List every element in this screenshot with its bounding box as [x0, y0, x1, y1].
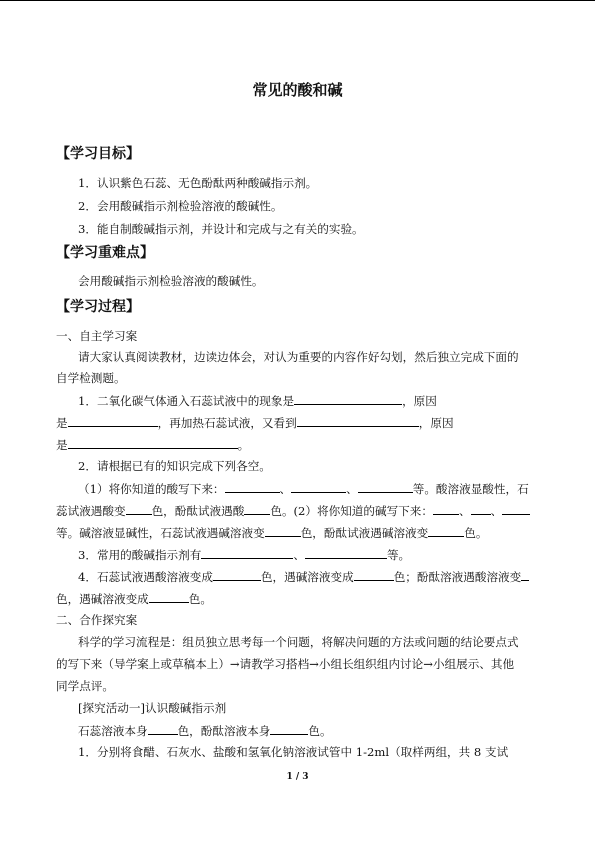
- colors-text-a: 石蕊溶液本身: [78, 724, 148, 738]
- answer-blank[interactable]: [297, 415, 419, 427]
- activity-1-title: [探究活动一]认识酸碱指示剂: [78, 701, 227, 715]
- question-1-text-b: ，原因: [402, 394, 437, 408]
- question-4-text-d: 色，遇碱溶液变成: [56, 592, 149, 606]
- answer-blank[interactable]: [225, 481, 280, 493]
- question-1-line1: [78, 393, 437, 408]
- answer-blank[interactable]: [471, 503, 491, 515]
- question-4-text-b: 色，遇碱溶液变成: [260, 570, 354, 584]
- question-2-text-f: 色，酚酞试液遇酸: [151, 504, 245, 518]
- answer-blank[interactable]: [126, 503, 152, 515]
- question-1-text-f: 是: [56, 438, 68, 452]
- question-1-line2: [56, 415, 454, 430]
- answer-blank[interactable]: [358, 481, 413, 493]
- part2-paragraph-line2: 的写下来（导学案上或草稿本上）→请教学习搭档→小组长组织组内讨论→小组展示、其他: [56, 657, 515, 671]
- part1-intro-line1: 请大家认真阅读教材，边读边体会，对认为重要的内容作好勾划，然后独立完成下面的: [78, 350, 519, 364]
- page-number: 1 / 3: [286, 772, 309, 782]
- question-2-line1: [78, 481, 529, 496]
- question-2-text-a: （1）将你知道的酸写下来：: [78, 482, 225, 496]
- section-learning-process: 【学习过程】: [56, 299, 140, 315]
- part2-paragraph-line3: 同学点评。: [56, 679, 114, 693]
- answer-blank[interactable]: [68, 437, 238, 449]
- answer-blank[interactable]: [305, 547, 387, 559]
- answer-blank[interactable]: [149, 591, 189, 603]
- answer-blank[interactable]: [270, 723, 308, 735]
- question-3: [78, 547, 410, 562]
- question-3-sep: 、: [293, 548, 305, 562]
- question-1-text-d: ，再加热石蕊试液，又看到: [157, 416, 297, 430]
- question-2-text-i: 色，酚酞试液遇碱溶液变: [300, 526, 429, 540]
- question-2-text-e: 蕊试液遇酸变: [56, 504, 126, 518]
- question-2-sep: 、: [279, 482, 292, 496]
- answer-blank[interactable]: [201, 547, 293, 559]
- colors-text-c: 色。: [308, 724, 332, 738]
- question-3-text-c: 等。: [386, 548, 411, 562]
- answer-blank[interactable]: [502, 503, 530, 515]
- part2-paragraph-line1: 科学的学习流程是：组员独立思考每一个问题，将解决问题的方法或问题的结论要点式: [78, 635, 519, 649]
- question-2-text-h: 等。碱溶液显碱性，石蕊试液遇碱溶液变: [56, 526, 265, 540]
- activity-1-step-1: 1．分别将食醋、石灰水、盐酸和氢氧化钠溶液试管中 1-2ml（取样两组，共 8 支试: [78, 745, 509, 759]
- answer-blank[interactable]: [428, 525, 464, 537]
- section-key-points: 【学习重难点】: [56, 245, 154, 261]
- answer-blank[interactable]: [244, 503, 270, 515]
- question-2-line3: [56, 525, 487, 540]
- question-2-text-j: 色。: [464, 526, 488, 540]
- question-4-line1: [78, 569, 529, 584]
- question-2-sep: 、: [346, 482, 358, 496]
- question-1-text-a: 1．二氧化碳气体通入石蕊试液中的现象是: [78, 394, 295, 408]
- question-4-text-c: 色；酚酞溶液遇酸溶液变: [393, 570, 522, 584]
- question-2-line2: [56, 503, 530, 518]
- colors-text-b: 色，酚酞溶液本身: [177, 724, 271, 738]
- question-4-text-a: 4．石蕊试液遇酸溶液变成: [78, 570, 213, 584]
- answer-blank[interactable]: [354, 569, 394, 581]
- question-2: 2．请根据已有的知识完成下列各空。: [78, 459, 271, 473]
- answer-blank[interactable]: [291, 481, 346, 493]
- question-3-text-a: 3．常用的酸碱指示剂有: [78, 548, 202, 562]
- page-title: 常见的酸和碱: [252, 81, 343, 99]
- key-point-text: 会用酸碱指示剂检验溶液的酸碱性。: [78, 274, 264, 288]
- question-1-text-c: 是: [56, 416, 68, 430]
- answer-blank[interactable]: [265, 525, 301, 537]
- question-1-line3: [56, 437, 249, 452]
- question-4-line2: [56, 591, 212, 606]
- goal-item-3: 3．能自制酸碱指示剂，并设计和完成与之有关的实验。: [78, 222, 364, 236]
- goal-item-1: 1．认识紫色石蕊、无色酚酞两种酸碱指示剂。: [78, 176, 318, 190]
- activity-1-colors: [78, 723, 332, 738]
- answer-blank[interactable]: [68, 415, 158, 427]
- goal-item-2: 2．会用酸碱指示剂检验溶液的酸碱性。: [78, 199, 283, 213]
- question-2-sep: 、: [458, 504, 471, 518]
- question-1-text-e: ，原因: [418, 416, 454, 430]
- answer-blank[interactable]: [213, 569, 261, 581]
- answer-blank[interactable]: [433, 503, 459, 515]
- question-2-text-d: 等。酸溶液显酸性，石: [412, 482, 529, 496]
- part1-intro-line2: 自学检测题。: [56, 371, 126, 385]
- answer-blank[interactable]: [294, 393, 402, 405]
- part1-heading: 一、自主学习案: [56, 329, 138, 343]
- answer-blank[interactable]: [521, 569, 529, 581]
- question-4-text-e: 色。: [188, 592, 212, 606]
- part2-heading: 二、合作探究案: [56, 613, 138, 627]
- section-learning-goals: 【学习目标】: [56, 146, 140, 162]
- question-2-text-g: 色。(2）将你知道的碱写下来：: [270, 504, 433, 518]
- question-1-text-g: 。: [237, 438, 250, 452]
- answer-blank[interactable]: [148, 723, 178, 735]
- question-2-sep: 、: [490, 504, 503, 518]
